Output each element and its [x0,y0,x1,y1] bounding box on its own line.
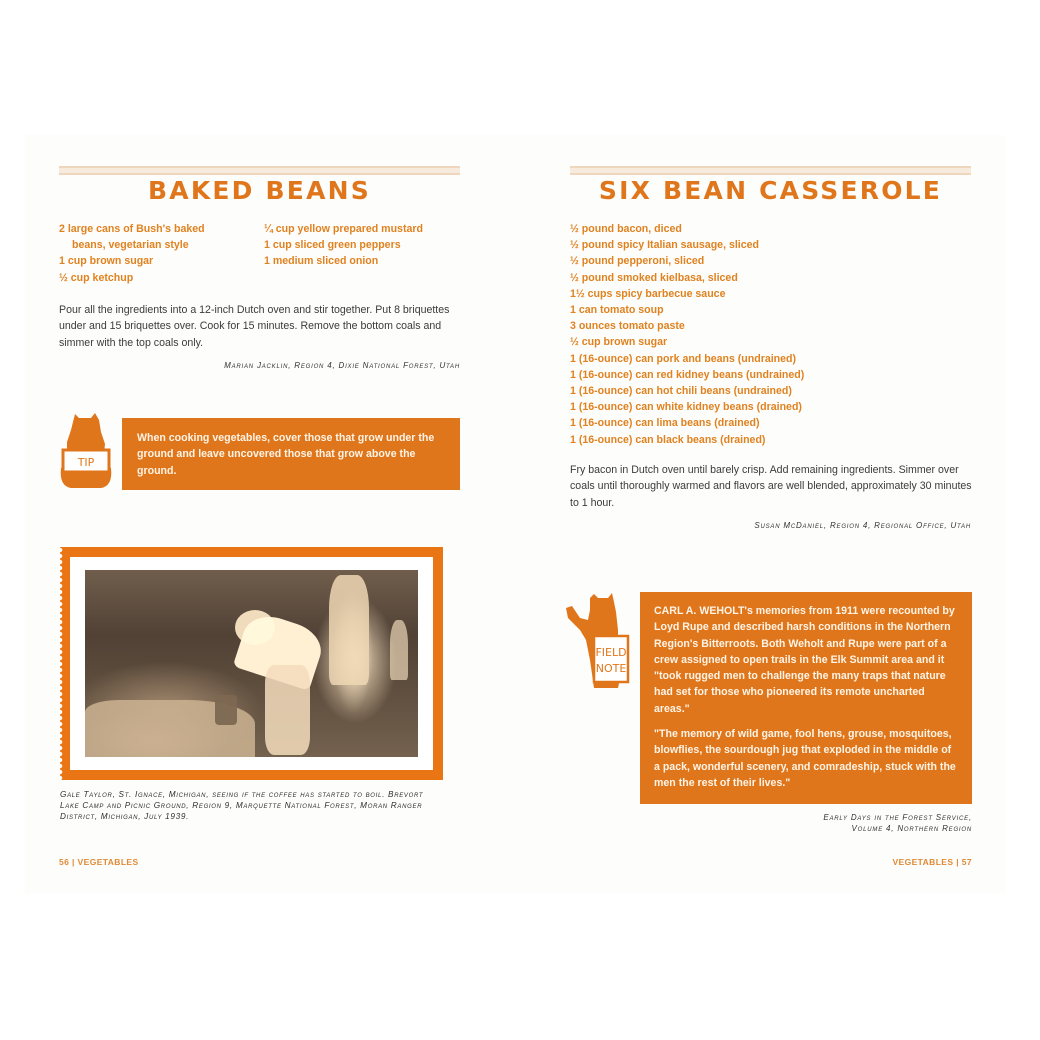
ingredient: ¼ cup yellow prepared mustard [264,223,423,235]
ingredient: 1 (16-ounce) can red kidney beans (undrained) [570,368,805,381]
field-note-source-line-2: Volume 4, Northern Region [851,824,972,833]
ingredient: 2 large cans of Bush's baked [59,223,205,235]
field-note-source [640,812,972,834]
field-note-paragraph-1: CARL A. WEHOLT's memories from 1911 were recounted by Loyd Rupe and described harsh conditions in the Northern Region's Bitterroots. Both Weholt and Rupe were part of a crew assigned to open trails in the Elk Summit area and it "took rugged men to challenge the many traps that nature had set for those who pioneered its remote uncharted areas." [654,605,955,715]
left-title-rule [59,166,460,175]
vintage-photo [85,570,418,757]
field-note-icon-label-1: FIELD [595,646,627,659]
field-note-icon-label-2: NOTE [595,662,627,675]
ingredient: 1 (16-ounce) can pork and beans (undrained) [570,352,797,365]
ingredient: 3 ounces tomato paste [570,320,685,333]
ingredient: 1 (16-ounce) can black beans (drained) [570,433,766,446]
left-recipe-title: BAKED BEANS [148,176,371,205]
tip-box [122,418,460,490]
bear-holding-sign-icon [57,410,115,490]
right-directions: Fry bacon in Dutch oven until barely crisp. Add remaining ingredients. Simmer over coals until thoroughly warmed and flavors are well blended, approximately 30 minutes to 1 hour. [570,464,972,509]
left-credit: Marian Jacklin, Region 4, Dixie National Forest, Utah [224,361,460,370]
left-folio: 56 | VEGETABLES [59,857,139,867]
left-ingredients-col2 [264,221,464,270]
right-ingredients [570,221,970,448]
ingredient: ½ cup ketchup [59,271,134,284]
ingredient: 1 (16-ounce) can hot chili beans (undrained) [570,385,792,398]
left-ingredients-col1 [59,221,259,286]
right-folio: VEGETABLES | 57 [892,857,972,867]
right-credit: Susan McDaniel, Region 4, Regional Office, Utah [754,521,971,530]
ingredient: 1½ cups spicy barbecue sauce [570,287,726,300]
photo-caption: Gale Taylor, St. Ignace, Michigan, seeing if the coffee has started to boil. Brevort Lake Camp and Picnic Ground, Region 9, Marquette National Forest, Moran Ranger District, Michigan, July 1939. [60,790,424,822]
ingredient: ½ cup brown sugar [570,336,668,349]
ingredient: 1 cup sliced green peppers [264,239,401,252]
right-recipe-title: SIX BEAN CASSEROLE [598,176,943,205]
ingredient: ½ pound bacon, diced [570,223,682,235]
ingredient: ½ pound spicy Italian sausage, sliced [570,239,759,252]
bear-waving-sign-icon [560,590,632,690]
ingredient: ½ pound pepperoni, sliced [570,255,705,268]
ingredient: ½ pound smoked kielbasa, sliced [570,271,738,284]
ingredient: 1 medium sliced onion [264,255,379,268]
tip-text: When cooking vegetables, cover those that grow under the ground and leave uncovered those that grow above the ground. [137,432,435,477]
ingredient: 1 (16-ounce) can lima beans (drained) [570,417,760,430]
ingredient: beans, vegetarian style [72,239,189,252]
ingredient: 1 (16-ounce) can white kidney beans (drained) [570,401,802,414]
photo-mat [70,557,433,770]
left-directions: Pour all the ingredients into a 12-inch Dutch oven and stir together. Put 8 briquettes under and 15 briquettes over. Cook for 15 minutes. Remove the bottom coals and simmer with the top coals only. [59,304,450,349]
ingredient: 1 can tomato soup [570,304,664,317]
field-note-box [640,592,972,804]
field-note-paragraph-2: "The memory of wild game, fool hens, grouse, mosquitoes, blowflies, the sourdough jug that exploded in the middle of a pack, wonderful scenery, and comradeship, stuck with the men the rest of their lives." [654,728,956,789]
ingredient: 1 cup brown sugar [59,255,154,268]
tip-icon-label: TIP [77,456,95,469]
photo-frame [60,547,443,780]
field-note-source-line-1: Early Days in the Forest Service, [823,813,972,822]
right-title-rule [570,166,971,175]
